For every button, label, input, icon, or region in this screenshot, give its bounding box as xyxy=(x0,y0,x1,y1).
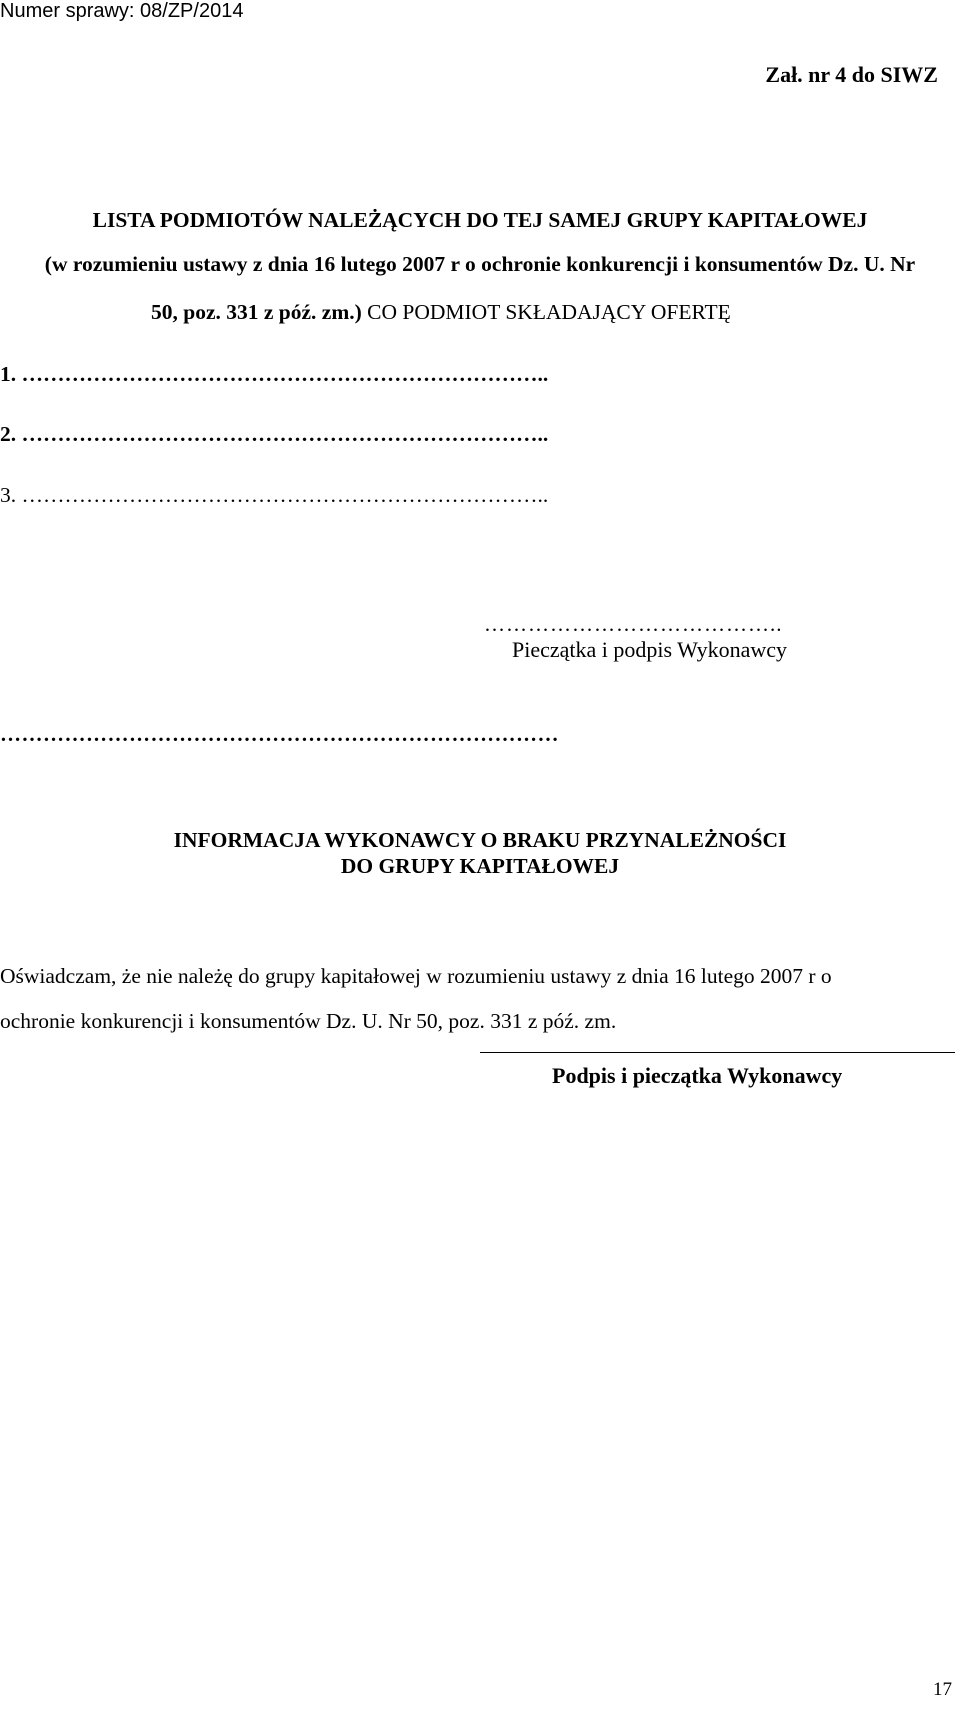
statement-paragraph xyxy=(0,954,832,1044)
title-line-3-legal-ref: 50, poz. 331 z póź. zm.) xyxy=(151,300,362,324)
title-line-3 xyxy=(151,300,731,325)
entity-list-item-3: 3. ……………………………………………………………….. xyxy=(0,483,549,507)
attachment-label: Zał. nr 4 do SIWZ xyxy=(765,62,938,87)
case-number: Numer sprawy: 08/ZP/2014 xyxy=(0,0,244,22)
statement-line-1: Oświadczam, że nie należę do grupy kapitałowej w rozumieniu ustawy z dnia 16 lutego 2007 r o xyxy=(0,964,832,988)
signature-label: Podpis i pieczątka Wykonawcy xyxy=(552,1063,843,1088)
info-heading-line-2: DO GRUPY KAPITAŁOWEJ xyxy=(340,854,620,878)
title-line-1: LISTA PODMIOTÓW NALEŻĄCYCH DO TEJ SAMEJ GRUPY KAPITAŁOWEJ xyxy=(92,208,868,232)
signature-line xyxy=(480,1052,955,1053)
title-line-2: (w rozumieniu ustawy z dnia 16 lutego 2007 r o ochronie konkurencji i konsumentów Dz. U. Nr xyxy=(44,252,916,276)
entity-list-item-2: 2. ……………………………………………………………….. xyxy=(0,422,549,446)
info-heading xyxy=(0,827,960,879)
title-line-3-heading: CO PODMIOT SKŁADAJĄCY OFERTĘ xyxy=(361,300,731,324)
stamp-signature-dots: ………………………………….. xyxy=(484,612,783,636)
page-number: 17 xyxy=(933,1679,952,1700)
stamp-signature-label: Pieczątka i podpis Wykonawcy xyxy=(512,637,788,662)
info-heading-line-1: INFORMACJA WYKONAWCY O BRAKU PRZYNALEŻNOŚCI xyxy=(173,828,787,852)
statement-line-2: ochronie konkurencji i konsumentów Dz. U. Nr 50, poz. 331 z póź. zm. xyxy=(0,1009,617,1033)
section-separator: …………………………………………………………………… xyxy=(0,722,559,746)
entity-list-item-1: 1. ……………………………………………………………….. xyxy=(0,362,549,386)
